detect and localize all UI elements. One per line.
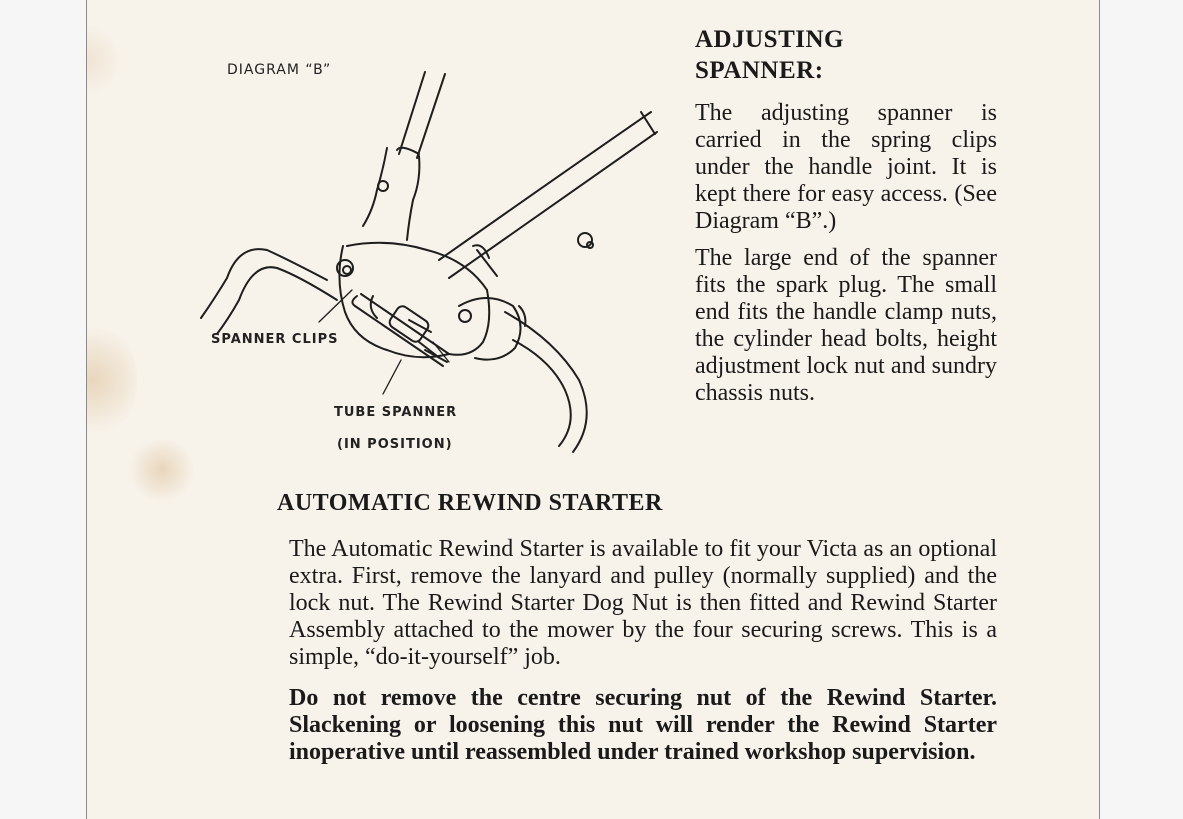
rewind-starter-heading: AUTOMATIC REWIND STARTER xyxy=(277,490,663,516)
rewind-starter-paragraph: The Automatic Rewind Starter is available to fit your Victa as an optional extra. First, remove the lanyard and pulley (normally supplied) and the lock nut. The Rewind Starter Dog Nut is then fitted and Rewind Starter Assembly attached to the mower by the four securing screws. This is a simple, “do-it-yourself” job. xyxy=(289,536,997,670)
paper-stain xyxy=(86,20,117,100)
diagram-title: DIAGRAM “B” xyxy=(227,62,332,78)
in-position-label: (IN POSITION) xyxy=(337,437,453,452)
adjusting-spanner-heading xyxy=(695,24,997,86)
tube-spanner-label: TUBE SPANNER xyxy=(334,405,458,420)
paper-stain xyxy=(86,320,137,440)
spanner-clips-label: SPANNER CLIPS xyxy=(211,332,339,347)
spanner-paragraph-1: The adjusting spanner is carried in the spring clips under the handle joint. It is kept there for easy access. (See Diagram “B”.) xyxy=(695,100,997,234)
manual-page xyxy=(86,0,1100,819)
heading-line-2: SPANNER: xyxy=(695,57,824,84)
adjusting-spanner-section xyxy=(695,24,997,417)
spanner-paragraph-2: The large end of the spanner fits the spark plug. The small end fits the handle clamp nuts, the cylinder head bolts, height adjustment lock nut and sundry chassis nuts. xyxy=(695,245,997,406)
rewind-starter-warning: Do not remove the centre securing nut of the Rewind Starter. Slackening or loosening this nut will render the Rewind Starter inoperative until reassembled under trained workshop supervision. xyxy=(289,685,997,765)
heading-line-1: ADJUSTING xyxy=(695,26,844,53)
rewind-starter-section xyxy=(289,536,997,766)
